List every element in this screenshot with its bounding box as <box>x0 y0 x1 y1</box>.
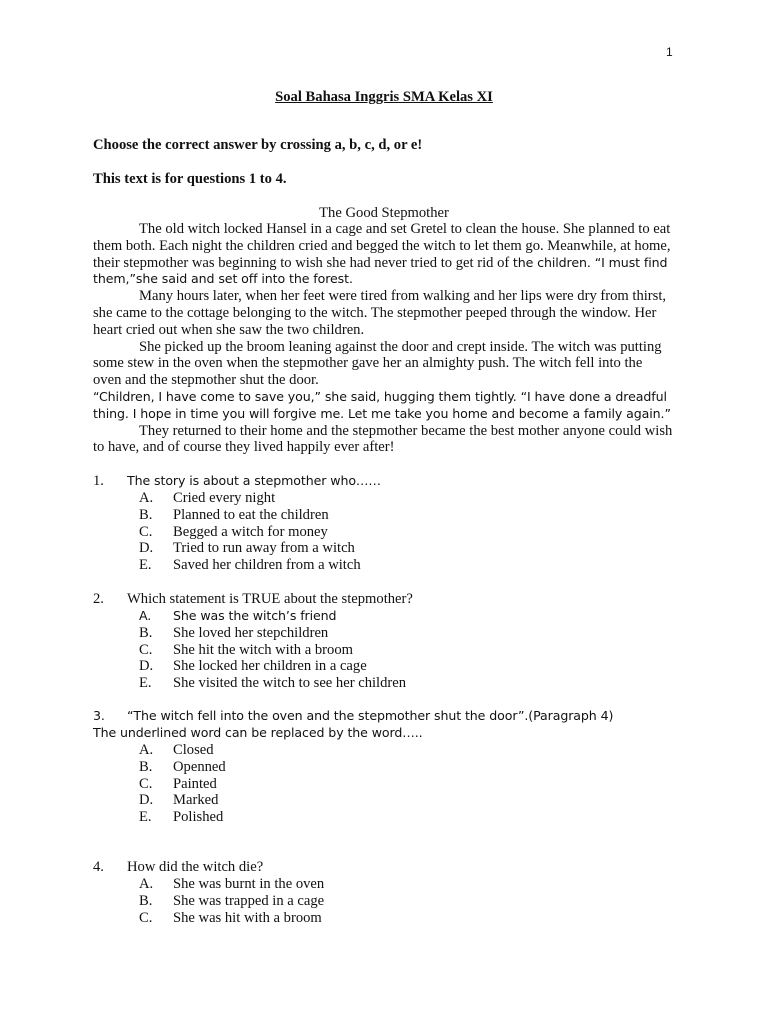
question-stem: The story is about a stepmother who…… <box>127 473 381 488</box>
option-text: Closed <box>173 742 214 758</box>
question-stem: How did the witch die? <box>127 859 264 875</box>
question-1 <box>93 473 673 574</box>
option-b[interactable] <box>93 893 673 910</box>
option-text: She was the witch’s friend <box>173 608 337 623</box>
option-d[interactable] <box>93 658 673 675</box>
option-text: Cried every night <box>173 490 276 506</box>
story-paragraph-3: She picked up the broom leaning against the door and crept inside. The witch was putting some stew in the oven when the stepmother gave her an almighty push. The witch fell into the oven and the stepmother shut the door. <box>93 338 662 389</box>
option-text: Polished <box>173 809 224 826</box>
option-text: She visited the witch to see her children <box>173 675 407 692</box>
option-text: Begged a witch for money <box>173 523 328 540</box>
option-d[interactable] <box>93 792 673 809</box>
option-text: She loved her stepchildren <box>173 624 329 641</box>
option-text: She locked her children in a cage <box>173 658 367 675</box>
option-text: She hit the witch with a broom <box>173 641 353 658</box>
story-title: The Good Stepmother <box>319 205 449 221</box>
option-a[interactable] <box>93 742 673 759</box>
option-text: She was burnt in the oven <box>173 876 325 892</box>
option-c[interactable] <box>93 524 673 541</box>
option-b[interactable] <box>93 759 673 776</box>
option-d[interactable] <box>93 540 673 557</box>
option-text: Tried to run away from a witch <box>173 540 355 557</box>
question-number: 3. <box>93 708 105 723</box>
story-paragraph-1 <box>93 221 673 288</box>
option-letter: D. <box>139 792 154 809</box>
option-letter: E. <box>139 557 152 574</box>
text-note: This text is for questions 1 to 4. <box>93 171 287 187</box>
option-c[interactable] <box>93 910 673 927</box>
option-list <box>93 742 673 826</box>
story-paragraph-2: Many hours later, when her feet were tired from walking and her lips were dry from thirst, she came to the cottage belonging to the witch. The stepmother peeped through the window. Her heart cried out when she saw the two children. <box>93 288 667 338</box>
page-number: 1 <box>666 45 673 59</box>
option-text: She was trapped in a cage <box>173 892 325 909</box>
option-letter: B. <box>139 506 153 523</box>
question-stem: “The witch fell into the oven and the stepmother shut the door”.(Paragraph 4) <box>127 708 614 723</box>
option-e[interactable] <box>93 675 673 692</box>
option-b[interactable] <box>93 507 673 524</box>
question-stem: Which statement is TRUE about the stepmother? <box>127 591 413 607</box>
option-list <box>93 608 673 692</box>
story-paragraph-5: They returned to their home and the stepmother became the best mother anyone could wish to have, and of course they lived happily ever after! <box>93 422 673 456</box>
question-3 <box>93 708 673 826</box>
option-e[interactable] <box>93 809 673 826</box>
option-letter: E. <box>139 809 152 826</box>
question-4 <box>93 859 673 926</box>
option-text: Saved her children from a witch <box>173 557 361 574</box>
option-a[interactable] <box>93 490 673 507</box>
option-letter: B. <box>139 624 153 641</box>
option-text: Openned <box>173 758 226 775</box>
option-letter: C. <box>139 909 153 926</box>
question-number: 2. <box>93 591 104 607</box>
option-letter: C. <box>139 775 153 792</box>
option-letter: C. <box>139 641 153 658</box>
option-letter: D. <box>139 658 154 675</box>
option-letter: A. <box>139 490 154 506</box>
option-text: Painted <box>173 775 217 792</box>
story-paragraph-1-main: The old witch locked Hansel in a cage and set Gretel to clean the house. She planned to eat them both. Each night the children cried and begged the witch to let them go. Meanwhile, at home, their stepmother was beginning to wish she had never tried to get rid of <box>93 221 671 271</box>
question-number: 4. <box>93 859 104 875</box>
option-letter: D. <box>139 540 154 557</box>
option-text: Marked <box>173 792 219 809</box>
story-paragraph-4: “Children, I have come to save you,” she said, hugging them tightly. “I have done a dreadful thing. I hope in time you will forgive me. Let me take you home and become a family again.” <box>93 388 671 421</box>
option-e[interactable] <box>93 557 673 574</box>
option-letter: E. <box>139 675 152 692</box>
question-2 <box>93 591 673 692</box>
option-letter: C. <box>139 523 153 540</box>
option-a[interactable] <box>93 608 673 625</box>
option-b[interactable] <box>93 625 673 642</box>
option-c[interactable] <box>93 776 673 793</box>
page-title: Soal Bahasa Inggris SMA Kelas XI <box>275 89 493 105</box>
option-letter: A. <box>139 608 152 623</box>
option-a[interactable] <box>93 876 673 893</box>
option-letter: B. <box>139 892 153 909</box>
story-text <box>93 221 673 456</box>
option-c[interactable] <box>93 642 673 659</box>
option-text: She was hit with a broom <box>173 909 322 926</box>
question-stem-line-2: The underlined word can be replaced by the word….. <box>93 725 423 740</box>
option-letter: B. <box>139 758 153 775</box>
option-letter: A. <box>139 742 154 758</box>
option-text: Planned to eat the children <box>173 506 329 523</box>
option-list <box>93 490 673 574</box>
question-number: 1. <box>93 473 104 489</box>
story-paragraph-1-quote: the children. “I must find them,”she said and set off into the forest. <box>93 254 668 287</box>
option-list <box>93 876 673 926</box>
option-letter: A. <box>139 876 154 892</box>
instruction: Choose the correct answer by crossing a, b, c, d, or e! <box>93 137 423 153</box>
